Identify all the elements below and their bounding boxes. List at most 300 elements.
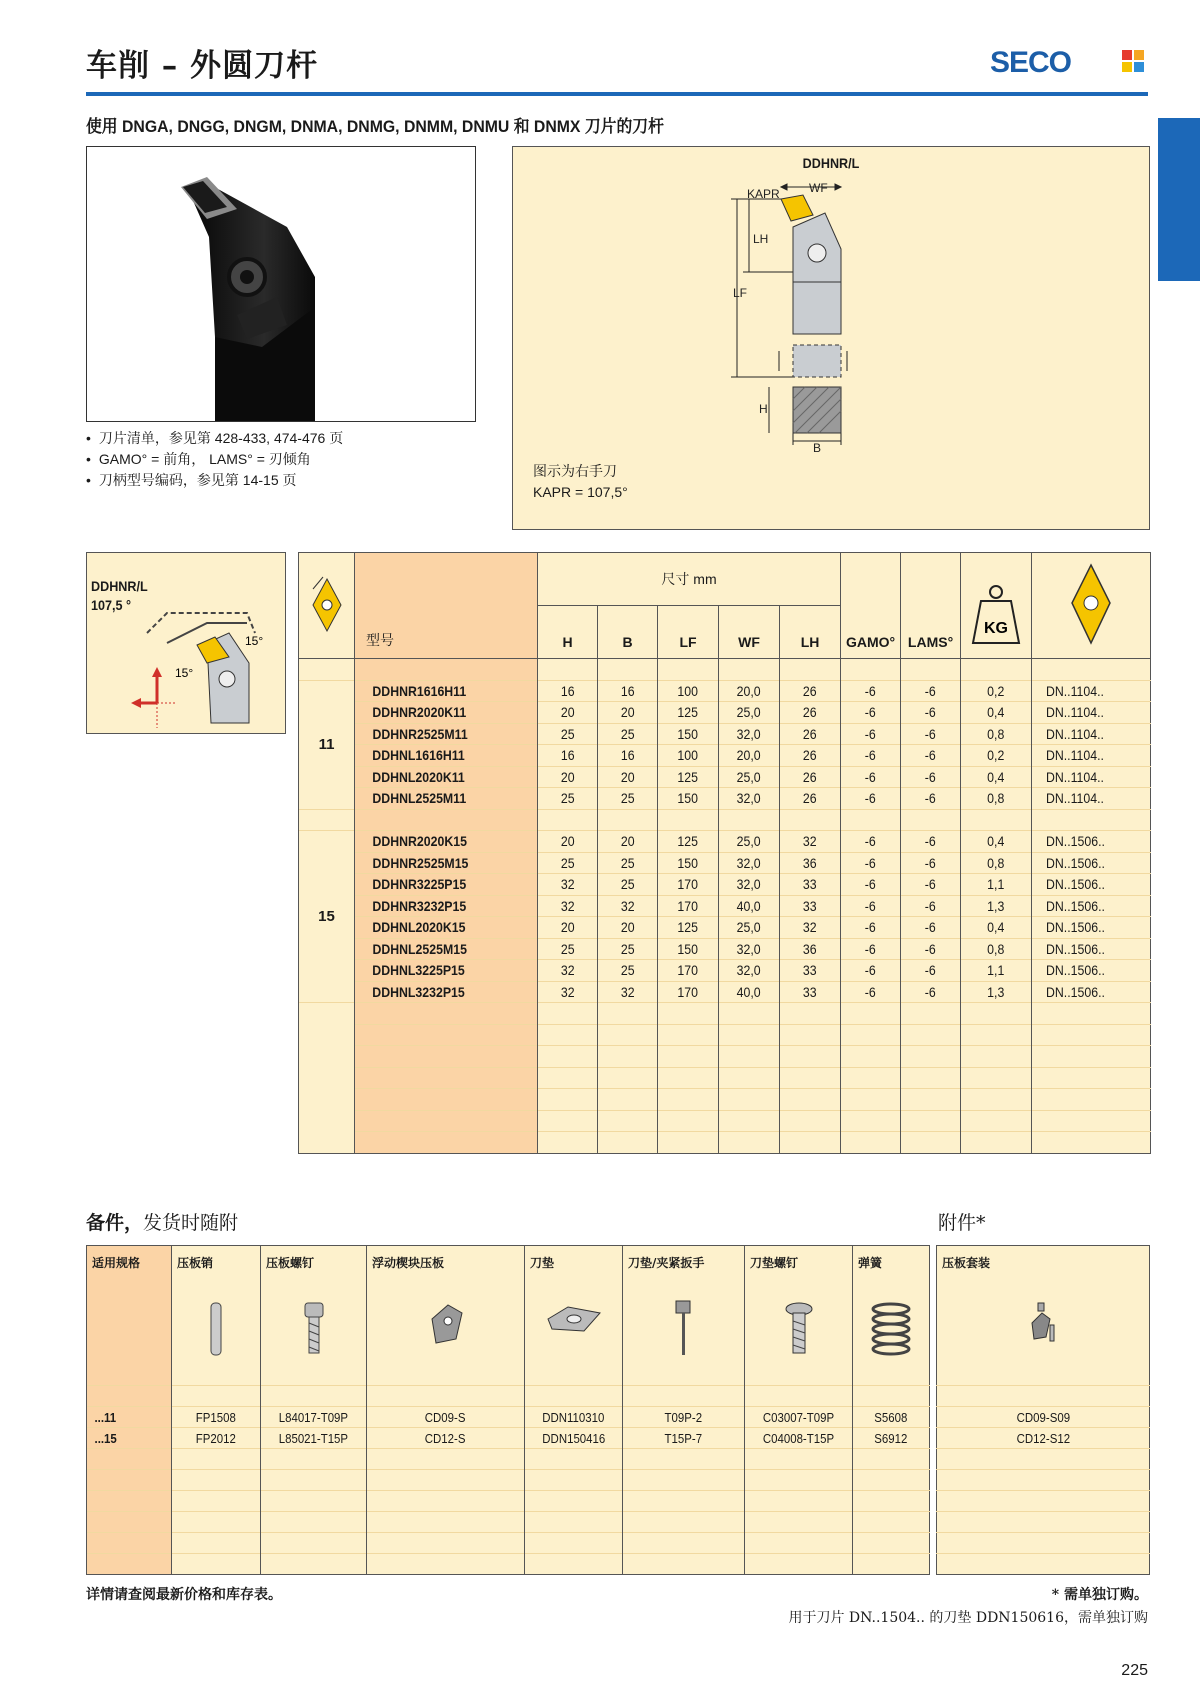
spares-title-rest: 发货时随附 (143, 1212, 239, 1234)
value-cell: 32,0 (719, 960, 780, 982)
value-cell: -6 (841, 723, 901, 745)
value-cell: 16 (598, 680, 658, 702)
model-code (355, 702, 538, 724)
empty-cell (901, 1132, 961, 1154)
model-code-text: DDHNL3232P15 (372, 983, 465, 1000)
model-code-text: DDHNL3225P15 (372, 962, 465, 979)
value-cell: 100 (658, 680, 719, 702)
model-code-text: DDHNR3225P15 (372, 876, 467, 893)
value-cell: 16 (598, 745, 658, 767)
value-cell: 150 (658, 938, 719, 960)
angle-diagram (86, 552, 286, 734)
brand-logo: SECO (990, 46, 1072, 79)
value-cell: 33 (780, 981, 841, 1003)
model-code (355, 917, 538, 939)
spares-part-cell: T15P-7 (623, 1428, 745, 1449)
empty-cell (355, 809, 538, 831)
empty-cell (901, 809, 961, 831)
spares-part-cell (853, 1512, 930, 1533)
table-row (299, 895, 1151, 917)
value-cell: -6 (901, 852, 961, 874)
page-title: 车削 – 外圆刀杆 (86, 48, 319, 84)
empty-cell (780, 1089, 841, 1111)
value-cell: -6 (901, 745, 961, 767)
spares-part-cell: CD09-S (367, 1407, 525, 1428)
empty-cell (901, 1089, 961, 1111)
empty-cell (598, 1132, 658, 1154)
value-cell: 20,0 (719, 745, 780, 767)
accessories-row (937, 1533, 1150, 1554)
spares-part-cell (623, 1386, 745, 1407)
spares-size-cell (87, 1533, 172, 1554)
footer-shim-note: 用于刀片 DN..1504.. 的刀垫 DDN150616，需单独订购 (788, 1610, 1148, 1626)
value-cell: 1,1 (961, 874, 1032, 896)
empty-cell (538, 659, 598, 681)
value-cell: 1,3 (961, 981, 1032, 1003)
value-cell: 0,2 (961, 680, 1032, 702)
value-cell: 0,8 (961, 938, 1032, 960)
value-cell: 125 (658, 917, 719, 939)
spares-size-cell: ...15 (87, 1428, 172, 1449)
lh-header: LH (780, 606, 841, 659)
note-item: • 刀片清单，参见第 428-433, 474-476 页 (86, 428, 343, 449)
accessory-cell: CD12-S12 (937, 1428, 1150, 1449)
empty-cell (719, 1003, 780, 1025)
value-cell: 25 (538, 723, 598, 745)
empty-cell (538, 1067, 598, 1089)
empty-cell (841, 1067, 901, 1089)
spares-part-cell (745, 1491, 853, 1512)
table-row (299, 680, 1151, 702)
value-cell: 26 (780, 723, 841, 745)
table-row (299, 702, 1151, 724)
empty-cell (658, 1110, 719, 1132)
value-cell: 1,3 (961, 895, 1032, 917)
empty-cell (961, 809, 1032, 831)
value-cell: 25 (538, 938, 598, 960)
holder-table (298, 552, 1151, 1154)
empty-cell (355, 1089, 538, 1111)
value-cell: 20 (598, 702, 658, 724)
spares-part-cell (623, 1449, 745, 1470)
spares-part-cell (261, 1449, 367, 1470)
empty-cell (841, 1089, 901, 1111)
spares-part-cell (853, 1386, 930, 1407)
empty-cell (1032, 1067, 1151, 1089)
lams-header: LAMS° (901, 553, 961, 659)
accessories-header-kit: 压板套装 (937, 1246, 1150, 1386)
note-item: • 刀柄型号编码，参见第 14-15 页 (86, 470, 343, 491)
spares-size-cell (87, 1386, 172, 1407)
value-cell: -6 (901, 960, 961, 982)
empty-cell (901, 1110, 961, 1132)
table-row (299, 745, 1151, 767)
angle-diagram-value: 107,5 ° (91, 597, 132, 613)
empty-cell (841, 1024, 901, 1046)
wf-label: WF (809, 181, 828, 195)
spares-size-cell: ...11 (87, 1407, 172, 1428)
value-cell: 25 (538, 788, 598, 810)
value-cell: 170 (658, 895, 719, 917)
empty-cell (1032, 1024, 1151, 1046)
spares-part-cell (745, 1512, 853, 1533)
value-cell: 150 (658, 852, 719, 874)
empty-cell (1032, 659, 1151, 681)
empty-cell (719, 1067, 780, 1089)
empty-cell (961, 1067, 1032, 1089)
notes-list (86, 428, 343, 491)
insert-code: DN..1506.. (1032, 981, 1151, 1003)
spares-row (87, 1491, 930, 1512)
value-cell: -6 (901, 831, 961, 853)
spares-part-cell: CD12-S (367, 1428, 525, 1449)
spares-part-cell: T09P-2 (623, 1407, 745, 1428)
model-code-text: DDHNR2525M11 (372, 725, 468, 742)
model-code-text: DDHNR2020K15 (372, 833, 467, 850)
value-cell: -6 (841, 895, 901, 917)
footer-note-right: * 需单独订购。 (1051, 1587, 1148, 1603)
value-cell: 32,0 (719, 723, 780, 745)
spares-part-cell (172, 1554, 261, 1575)
insert-code: DN..1506.. (1032, 895, 1151, 917)
value-cell: 40,0 (719, 981, 780, 1003)
spares-part-cell (623, 1512, 745, 1533)
value-cell: 150 (658, 788, 719, 810)
empty-cell (719, 1024, 780, 1046)
spares-part-cell (367, 1512, 525, 1533)
empty-cell (961, 659, 1032, 681)
spares-part-cell (525, 1470, 623, 1491)
h-header: H (538, 606, 598, 659)
value-cell: 20 (598, 917, 658, 939)
dimensions-header: 尺寸 mm (538, 553, 841, 606)
value-cell: 25,0 (719, 831, 780, 853)
accessories-header-row (937, 1246, 1150, 1386)
value-cell: 26 (780, 766, 841, 788)
empty-cell (719, 1110, 780, 1132)
empty-cell (598, 659, 658, 681)
empty-cell (598, 1046, 658, 1068)
value-cell: 125 (658, 702, 719, 724)
empty-cell (658, 1024, 719, 1046)
insert-code: DN..1506.. (1032, 874, 1151, 896)
empty-cell (841, 1110, 901, 1132)
tool-holder-image (87, 147, 475, 421)
spares-header-size: 适用规格 (87, 1246, 172, 1386)
value-cell: 0,8 (961, 723, 1032, 745)
value-cell: 20,0 (719, 680, 780, 702)
value-cell: 25,0 (719, 766, 780, 788)
b-label: B (813, 441, 822, 455)
empty-cell (658, 1089, 719, 1111)
table-row-empty (299, 1110, 1151, 1132)
table-row-empty (299, 1003, 1151, 1025)
table-row (299, 938, 1151, 960)
spares-size-cell (87, 1554, 172, 1575)
kapr-label: KAPR (747, 187, 780, 201)
value-cell: 20 (598, 831, 658, 853)
spares-part-cell (745, 1554, 853, 1575)
value-cell: -6 (841, 960, 901, 982)
spares-row (87, 1386, 930, 1407)
spares-part-cell (367, 1386, 525, 1407)
value-cell: 0,4 (961, 831, 1032, 853)
empty-cell (538, 1089, 598, 1111)
empty-cell (1032, 1003, 1151, 1025)
value-cell: 20 (598, 766, 658, 788)
spares-part-cell (525, 1491, 623, 1512)
spares-table (86, 1245, 930, 1575)
clamp-pin-icon (206, 1299, 226, 1359)
value-cell: -6 (901, 917, 961, 939)
spares-header-screw: 压板螺钉 (261, 1246, 367, 1386)
value-cell: 33 (780, 895, 841, 917)
spares-part-cell: FP2012 (172, 1428, 261, 1449)
model-code (355, 981, 538, 1003)
empty-cell (901, 1024, 961, 1046)
empty-cell (961, 1132, 1032, 1154)
spares-part-cell (172, 1512, 261, 1533)
spares-part-cell: C03007-T09P (745, 1407, 853, 1428)
spares-part-cell (367, 1449, 525, 1470)
page-subtitle: 使用 DNGA, DNGG, DNGM, DNMA, DNMG, DNMM, DNMU 和 DNMX 刀片的刀杆 (86, 117, 664, 136)
value-cell: 26 (780, 702, 841, 724)
table-row-empty (299, 1046, 1151, 1068)
spares-part-cell (745, 1386, 853, 1407)
empty-cell (1032, 1046, 1151, 1068)
accessories-row (937, 1470, 1150, 1491)
model-header: 型号 (355, 553, 538, 659)
page-number: 225 (1121, 1662, 1148, 1679)
accessories-row (937, 1386, 1150, 1407)
lf-label: LF (733, 286, 748, 300)
empty-cell (658, 659, 719, 681)
accessory-cell (937, 1386, 1150, 1407)
spares-size-cell (87, 1512, 172, 1533)
empty-cell (598, 1024, 658, 1046)
value-cell: 20 (538, 702, 598, 724)
model-code-text: DDHNL1616H11 (372, 747, 465, 764)
value-cell: 25 (598, 788, 658, 810)
value-cell: 36 (780, 852, 841, 874)
spares-part-cell (525, 1449, 623, 1470)
spares-part-cell (525, 1512, 623, 1533)
empty-cell (961, 1110, 1032, 1132)
section-tab (1158, 118, 1200, 281)
table-row (299, 917, 1151, 939)
table-row (299, 960, 1151, 982)
empty-cell (780, 1067, 841, 1089)
spares-part-cell (261, 1533, 367, 1554)
insert-shape-icon (299, 553, 355, 659)
spares-part-cell (525, 1554, 623, 1575)
empty-cell (658, 1046, 719, 1068)
spares-row (87, 1512, 930, 1533)
empty-cell (961, 1003, 1032, 1025)
empty-cell (538, 1003, 598, 1025)
value-cell: 1,1 (961, 960, 1032, 982)
empty-cell (780, 809, 841, 831)
insert-code: DN..1104.. (1032, 788, 1151, 810)
spares-row (87, 1428, 930, 1449)
value-cell: -6 (901, 788, 961, 810)
empty-cell (598, 809, 658, 831)
table-row (299, 981, 1151, 1003)
insert-code: DN..1506.. (1032, 960, 1151, 982)
empty-cell (538, 1132, 598, 1154)
value-cell: 0,8 (961, 852, 1032, 874)
spares-part-cell: S6912 (853, 1428, 930, 1449)
accessories-row (937, 1491, 1150, 1512)
value-cell: 150 (658, 723, 719, 745)
spares-part-cell (172, 1491, 261, 1512)
empty-cell (598, 1067, 658, 1089)
value-cell: 33 (780, 874, 841, 896)
value-cell: 33 (780, 960, 841, 982)
value-cell: -6 (901, 895, 961, 917)
model-code-text: DDHNL2525M11 (372, 790, 467, 807)
insert-code: DN..1506.. (1032, 917, 1151, 939)
value-cell: 25 (598, 852, 658, 874)
insert-code: DN..1104.. (1032, 745, 1151, 767)
value-cell: -6 (841, 917, 901, 939)
empty-cell (598, 1003, 658, 1025)
spares-part-cell (367, 1470, 525, 1491)
value-cell: 0,4 (961, 766, 1032, 788)
model-code-text: DDHNL2020K11 (372, 768, 465, 785)
spares-row (87, 1407, 930, 1428)
value-cell: -6 (841, 981, 901, 1003)
value-cell: 0,4 (961, 917, 1032, 939)
model-code (355, 788, 538, 810)
angle-diagram-code: DDHNR/L (91, 578, 148, 594)
empty-cell (355, 1067, 538, 1089)
spares-part-cell: L84017-T09P (261, 1407, 367, 1428)
accessories-row (937, 1512, 1150, 1533)
value-cell: 25 (598, 938, 658, 960)
spares-part-cell (623, 1491, 745, 1512)
clamp-screw-icon (302, 1299, 326, 1359)
wf-header: WF (719, 606, 780, 659)
empty-cell (961, 1046, 1032, 1068)
empty-cell (841, 659, 901, 681)
shim-icon (544, 1299, 604, 1339)
empty-cell (299, 1003, 355, 1154)
diagram-kapr-value: KAPR = 107,5° (533, 484, 628, 500)
empty-cell (719, 1132, 780, 1154)
value-cell: -6 (841, 938, 901, 960)
empty-cell (901, 1003, 961, 1025)
spares-part-cell: DDN150416 (525, 1428, 623, 1449)
lf-header: LF (658, 606, 719, 659)
table-row-empty (299, 1132, 1151, 1154)
value-cell: 32 (780, 917, 841, 939)
empty-cell (719, 1089, 780, 1111)
wrench-key-icon (672, 1299, 696, 1359)
empty-cell (901, 1046, 961, 1068)
angle-drawing (137, 593, 287, 733)
table-row-empty (299, 1024, 1151, 1046)
empty-cell (658, 1003, 719, 1025)
value-cell: -6 (901, 723, 961, 745)
accessory-cell (937, 1470, 1150, 1491)
value-cell: 170 (658, 874, 719, 896)
value-cell: 32 (780, 831, 841, 853)
clamp-kit-icon (1028, 1299, 1058, 1349)
table-row (299, 723, 1151, 745)
holder-drawing (713, 177, 913, 455)
value-cell: -6 (901, 874, 961, 896)
value-cell: -6 (841, 852, 901, 874)
value-cell: 32 (538, 895, 598, 917)
spares-part-cell (745, 1533, 853, 1554)
value-cell: 20 (538, 917, 598, 939)
insert-diamond-icon (1066, 559, 1116, 649)
insert-code: DN..1104.. (1032, 723, 1151, 745)
table-row-empty (299, 1089, 1151, 1111)
empty-cell (299, 659, 355, 681)
spares-row (87, 1449, 930, 1470)
empty-cell (355, 1003, 538, 1025)
value-cell: -6 (841, 874, 901, 896)
value-cell: -6 (841, 766, 901, 788)
weight-header (961, 553, 1032, 659)
empty-cell (538, 1110, 598, 1132)
empty-cell (841, 1003, 901, 1025)
value-cell: 32 (538, 981, 598, 1003)
spares-header-wedge: 浮动楔块压板 (367, 1246, 525, 1386)
value-cell: -6 (901, 981, 961, 1003)
empty-cell (780, 1003, 841, 1025)
value-cell: 32,0 (719, 788, 780, 810)
value-cell: 125 (658, 831, 719, 853)
value-cell: 16 (538, 680, 598, 702)
lh-label: LH (753, 232, 769, 246)
model-code (355, 895, 538, 917)
empty-cell (538, 809, 598, 831)
spares-part-cell (367, 1533, 525, 1554)
spares-row (87, 1470, 930, 1491)
spring-icon (869, 1299, 913, 1359)
empty-cell (961, 1024, 1032, 1046)
spares-size-cell (87, 1449, 172, 1470)
accessory-cell: CD09-S09 (937, 1407, 1150, 1428)
diagram-note-line: 图示为右手刀 (533, 463, 617, 479)
value-cell: 32 (538, 960, 598, 982)
spares-part-cell (172, 1533, 261, 1554)
empty-cell (658, 1067, 719, 1089)
spares-part-cell (853, 1449, 930, 1470)
model-code (355, 680, 538, 702)
diagram-note (533, 461, 628, 503)
spares-title (86, 1208, 238, 1235)
accessory-cell (937, 1491, 1150, 1512)
value-cell: 125 (658, 766, 719, 788)
empty-cell (780, 1132, 841, 1154)
insert-code: DN..1506.. (1032, 852, 1151, 874)
spares-part-cell (853, 1533, 930, 1554)
spares-part-cell (623, 1554, 745, 1575)
value-cell: -6 (901, 680, 961, 702)
value-cell: 26 (780, 745, 841, 767)
value-cell: 32 (538, 874, 598, 896)
empty-cell (780, 659, 841, 681)
footer-note-left: 详情请查阅最新价格和库存表。 (86, 1587, 282, 1603)
spares-part-cell (261, 1386, 367, 1407)
angle-label-1: 15° (245, 634, 264, 648)
spares-part-cell (525, 1533, 623, 1554)
spares-part-cell: FP1508 (172, 1407, 261, 1428)
